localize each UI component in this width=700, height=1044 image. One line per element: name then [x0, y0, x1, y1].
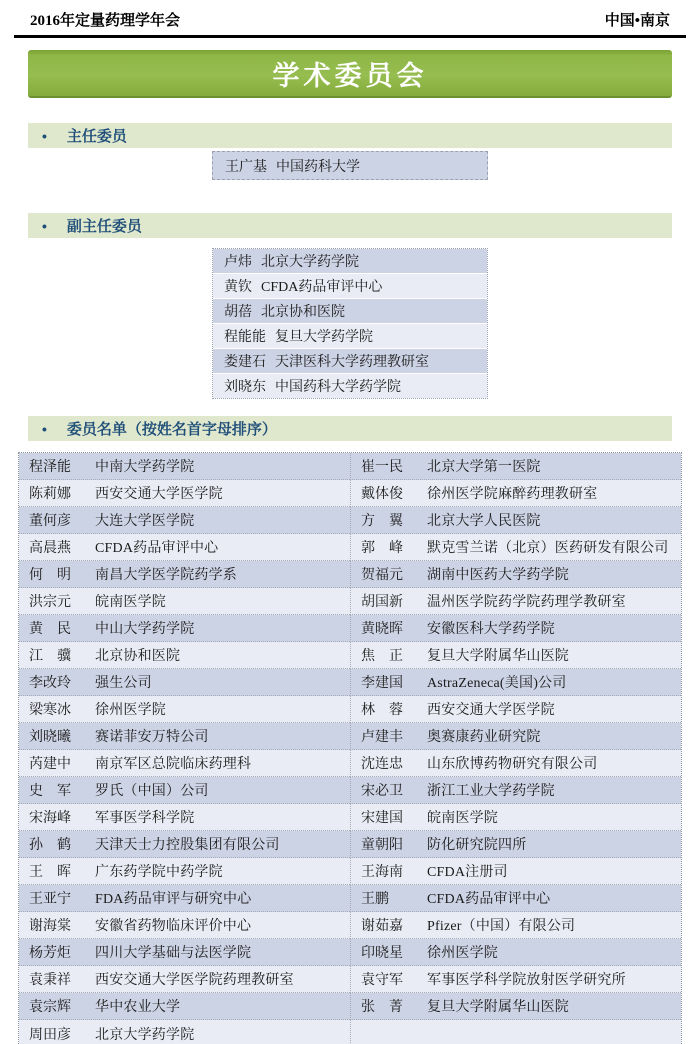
member-cell-left — [19, 723, 350, 750]
member-org: 大连大学医学院 — [95, 514, 195, 529]
member-cell-left — [19, 615, 350, 642]
bullet-icon: • — [42, 420, 47, 437]
member-org: 北京大学第一医院 — [427, 460, 541, 475]
member-cell-right — [350, 669, 681, 696]
member-row — [19, 615, 681, 642]
member-name: 戴体俊 — [361, 487, 403, 502]
vice-chair-row — [213, 299, 487, 324]
member-row — [19, 507, 681, 534]
section-header-vice-chairs — [28, 213, 672, 238]
member-cell-left — [19, 507, 350, 534]
page-header — [0, 0, 700, 30]
member-cell-right — [350, 453, 681, 480]
member-name: 李改玲 — [29, 676, 71, 691]
member-org: 军事医学科学院 — [95, 811, 195, 826]
member-cell-left — [19, 1020, 350, 1044]
vice-chair-row — [213, 374, 487, 398]
member-cell-left — [19, 750, 350, 777]
member-name: 芮建中 — [29, 757, 71, 772]
member-org: 中山大学药学院 — [95, 622, 195, 637]
member-cell-right — [350, 858, 681, 885]
member-name: 袁秉祥 — [29, 973, 71, 988]
member-row — [19, 480, 681, 507]
section-label-chair: 主任委员 — [66, 128, 127, 145]
member-cell-left — [19, 885, 350, 912]
member-cell-right — [350, 912, 681, 939]
member-name: 刘晓东 — [224, 380, 266, 395]
member-name: 林 蓉 — [361, 703, 403, 718]
member-name: 谢海棠 — [29, 919, 71, 934]
member-cell-right — [350, 588, 681, 615]
member-cell-left — [19, 777, 350, 804]
member-name: 王 晖 — [29, 865, 71, 880]
vice-chair-row — [213, 274, 487, 299]
member-org: 徐州医学院 — [95, 703, 166, 718]
member-row — [19, 804, 681, 831]
member-org: 奥赛康药业研究院 — [427, 730, 541, 745]
member-org: 安徽省药物临床评价中心 — [95, 919, 252, 934]
member-org: 南昌大学医学院药学系 — [95, 568, 237, 583]
member-org: CFDA药品审评中心 — [95, 541, 219, 556]
member-row — [19, 885, 681, 912]
page-title-banner — [28, 50, 672, 98]
header-divider — [14, 35, 686, 38]
member-cell-left — [19, 858, 350, 885]
member-cell-right — [350, 480, 681, 507]
member-name: 洪宗元 — [29, 595, 71, 610]
member-name: 谢茹嘉 — [361, 919, 403, 934]
member-org: 山东欣博药物研究有限公司 — [427, 757, 598, 772]
member-row — [19, 534, 681, 561]
member-name: 高晨燕 — [29, 541, 71, 556]
member-name: 周田彦 — [29, 1027, 71, 1043]
member-org: 华中农业大学 — [95, 1000, 181, 1015]
member-row — [19, 966, 681, 993]
section-header-members — [28, 416, 672, 441]
member-name: 孙 鹤 — [29, 838, 71, 853]
member-name: 江 骥 — [29, 649, 71, 664]
member-cell-right — [350, 777, 681, 804]
member-name: 郭 峰 — [361, 541, 403, 556]
member-cell-left — [19, 453, 350, 480]
member-cell-left — [19, 480, 350, 507]
member-name: 王亚宁 — [29, 892, 71, 907]
section-header-chair — [28, 123, 672, 148]
bullet-icon: • — [42, 127, 47, 144]
member-org: 安徽医科大学药学院 — [427, 622, 555, 637]
member-org: 四川大学基础与法医学院 — [95, 946, 252, 961]
member-name: 贺福元 — [361, 568, 403, 583]
member-cell-left — [19, 642, 350, 669]
member-name: 何 明 — [29, 568, 71, 583]
member-org: 浙江工业大学药学院 — [427, 784, 555, 799]
conference-title: 2016年定量药理学年会 — [30, 13, 181, 29]
member-row — [19, 669, 681, 696]
member-name: 史 军 — [29, 784, 71, 799]
member-cell-right — [350, 561, 681, 588]
member-org: 北京大学人民医院 — [427, 514, 541, 529]
member-name: 杨芳炬 — [29, 946, 71, 961]
member-org: 北京大学药学院 — [261, 255, 359, 270]
member-row — [19, 561, 681, 588]
member-name: 胡国新 — [361, 595, 403, 610]
member-row — [19, 588, 681, 615]
member-row — [19, 777, 681, 804]
member-org: 复旦大学药学院 — [275, 330, 373, 345]
member-name: 董何彦 — [29, 514, 71, 529]
member-cell-right — [350, 966, 681, 993]
bullet-icon: • — [42, 217, 47, 234]
vice-chair-row — [213, 249, 487, 274]
member-name: 印晓星 — [361, 946, 403, 961]
member-cell-right — [350, 642, 681, 669]
committee-member-table — [18, 452, 682, 1044]
member-name: 黄晓晖 — [361, 622, 403, 637]
member-name: 宋必卫 — [361, 784, 403, 799]
member-row — [19, 723, 681, 750]
member-row — [19, 1020, 681, 1044]
conference-location: 中国•南京 — [604, 13, 670, 29]
member-org: 天津天士力控股集团有限公司 — [95, 838, 280, 853]
member-name: 陈莉娜 — [29, 487, 71, 502]
member-cell-left — [19, 804, 350, 831]
member-org: FDA药品审评与研究中心 — [95, 892, 252, 907]
member-cell-left — [19, 561, 350, 588]
member-row — [19, 750, 681, 777]
member-cell-left — [19, 912, 350, 939]
member-name: 张 菁 — [361, 1000, 403, 1015]
member-org: 北京协和医院 — [261, 305, 345, 320]
member-org: CFDA药品审评中心 — [261, 280, 383, 295]
member-cell-right — [350, 885, 681, 912]
member-name: 梁寒冰 — [29, 703, 71, 718]
member-org: 军事医学科学院放射医学研究所 — [427, 973, 626, 988]
member-name: 袁宗辉 — [29, 1000, 71, 1015]
member-name: 宋建国 — [361, 811, 403, 826]
member-org: 广东药学院中药学院 — [95, 865, 223, 880]
member-org: 中南大学药学院 — [95, 460, 195, 475]
member-cell-right — [350, 750, 681, 777]
member-cell-right — [350, 615, 681, 642]
member-cell-right — [350, 993, 681, 1020]
vice-chair-row — [213, 324, 487, 349]
member-org: 复旦大学附属华山医院 — [427, 1000, 569, 1015]
member-org: 中国药科大学 — [276, 159, 360, 175]
member-org: 中国药科大学药学院 — [275, 380, 401, 395]
member-org: 防化研究院四所 — [427, 838, 527, 853]
member-name: 王鹏 — [361, 892, 389, 907]
member-name: 沈连忠 — [361, 757, 403, 772]
chair-member-box — [212, 151, 488, 180]
member-name: 王广基 — [225, 159, 267, 175]
member-name: 娄建石 — [224, 355, 266, 370]
member-name: 黄钦 — [224, 280, 252, 295]
member-cell-right — [350, 723, 681, 750]
member-name: 宋海峰 — [29, 811, 71, 826]
vice-chair-table — [212, 248, 488, 399]
member-org: 温州医学院药学院药理学教研室 — [427, 595, 626, 610]
member-name: 李建国 — [361, 676, 403, 691]
member-org: Pfizer（中国）有限公司 — [427, 919, 576, 934]
member-row — [19, 453, 681, 480]
member-cell-right — [350, 831, 681, 858]
member-org: 天津医科大学药理教研室 — [275, 355, 429, 370]
member-org: 默克雪兰诺（北京）医药研发有限公司 — [427, 541, 669, 556]
member-cell-right — [350, 804, 681, 831]
member-org: 赛诺菲安万特公司 — [95, 730, 209, 745]
member-name: 王海南 — [361, 865, 403, 880]
member-name: 程泽能 — [29, 460, 71, 475]
member-org: 强生公司 — [95, 676, 152, 691]
page-title: 学术委员会 — [272, 60, 428, 91]
member-cell-left — [19, 993, 350, 1020]
member-org: 罗氏（中国）公司 — [95, 784, 209, 799]
member-name: 程能能 — [224, 330, 266, 345]
member-org: 徐州医学院麻醉药理教研室 — [427, 487, 598, 502]
member-cell-right — [350, 1020, 681, 1044]
member-cell-right — [350, 939, 681, 966]
member-name: 刘晓曦 — [29, 730, 71, 745]
member-org: 西安交通大学医学院 — [427, 703, 555, 718]
member-cell-right — [350, 507, 681, 534]
member-org: 湖南中医药大学药学院 — [427, 568, 569, 583]
member-name: 童朝阳 — [361, 838, 403, 853]
member-org: 徐州医学院 — [427, 946, 498, 961]
member-row — [19, 993, 681, 1020]
member-row — [19, 696, 681, 723]
member-cell-left — [19, 831, 350, 858]
member-org: AstraZeneca(美国)公司 — [427, 676, 567, 691]
member-name: 卢建丰 — [361, 730, 403, 745]
member-name: 方 翼 — [361, 514, 403, 529]
member-org: 皖南医学院 — [95, 595, 166, 610]
section-label-vice-chairs: 副主任委员 — [66, 218, 142, 235]
member-row — [19, 912, 681, 939]
member-name: 焦 正 — [361, 649, 403, 664]
member-org: 复旦大学附属华山医院 — [427, 649, 569, 664]
member-cell-right — [350, 534, 681, 561]
member-org: 北京协和医院 — [95, 649, 181, 664]
member-row — [19, 831, 681, 858]
member-org: CFDA注册司 — [427, 865, 508, 880]
member-name: 黄 民 — [29, 622, 71, 637]
member-org: 西安交通大学医学院药理教研室 — [95, 973, 294, 988]
member-org: 皖南医学院 — [427, 811, 498, 826]
member-row — [19, 858, 681, 885]
member-name: 胡蓓 — [224, 305, 252, 320]
member-name: 卢炜 — [224, 255, 252, 270]
member-cell-right — [350, 696, 681, 723]
member-cell-left — [19, 939, 350, 966]
member-org: 西安交通大学医学院 — [95, 487, 223, 502]
member-cell-left — [19, 696, 350, 723]
member-org: 北京大学药学院 — [95, 1027, 195, 1043]
section-label-members: 委员名单（按姓名首字母排序） — [66, 421, 277, 438]
member-row — [19, 642, 681, 669]
member-cell-left — [19, 669, 350, 696]
member-cell-left — [19, 588, 350, 615]
member-row — [19, 939, 681, 966]
member-name: 崔一民 — [361, 460, 403, 475]
vice-chair-row — [213, 349, 487, 374]
member-cell-left — [19, 966, 350, 993]
member-org: CFDA药品审评中心 — [427, 892, 551, 907]
member-org: 南京军区总院临床药理科 — [95, 757, 252, 772]
member-cell-left — [19, 534, 350, 561]
member-name: 袁守军 — [361, 973, 403, 988]
